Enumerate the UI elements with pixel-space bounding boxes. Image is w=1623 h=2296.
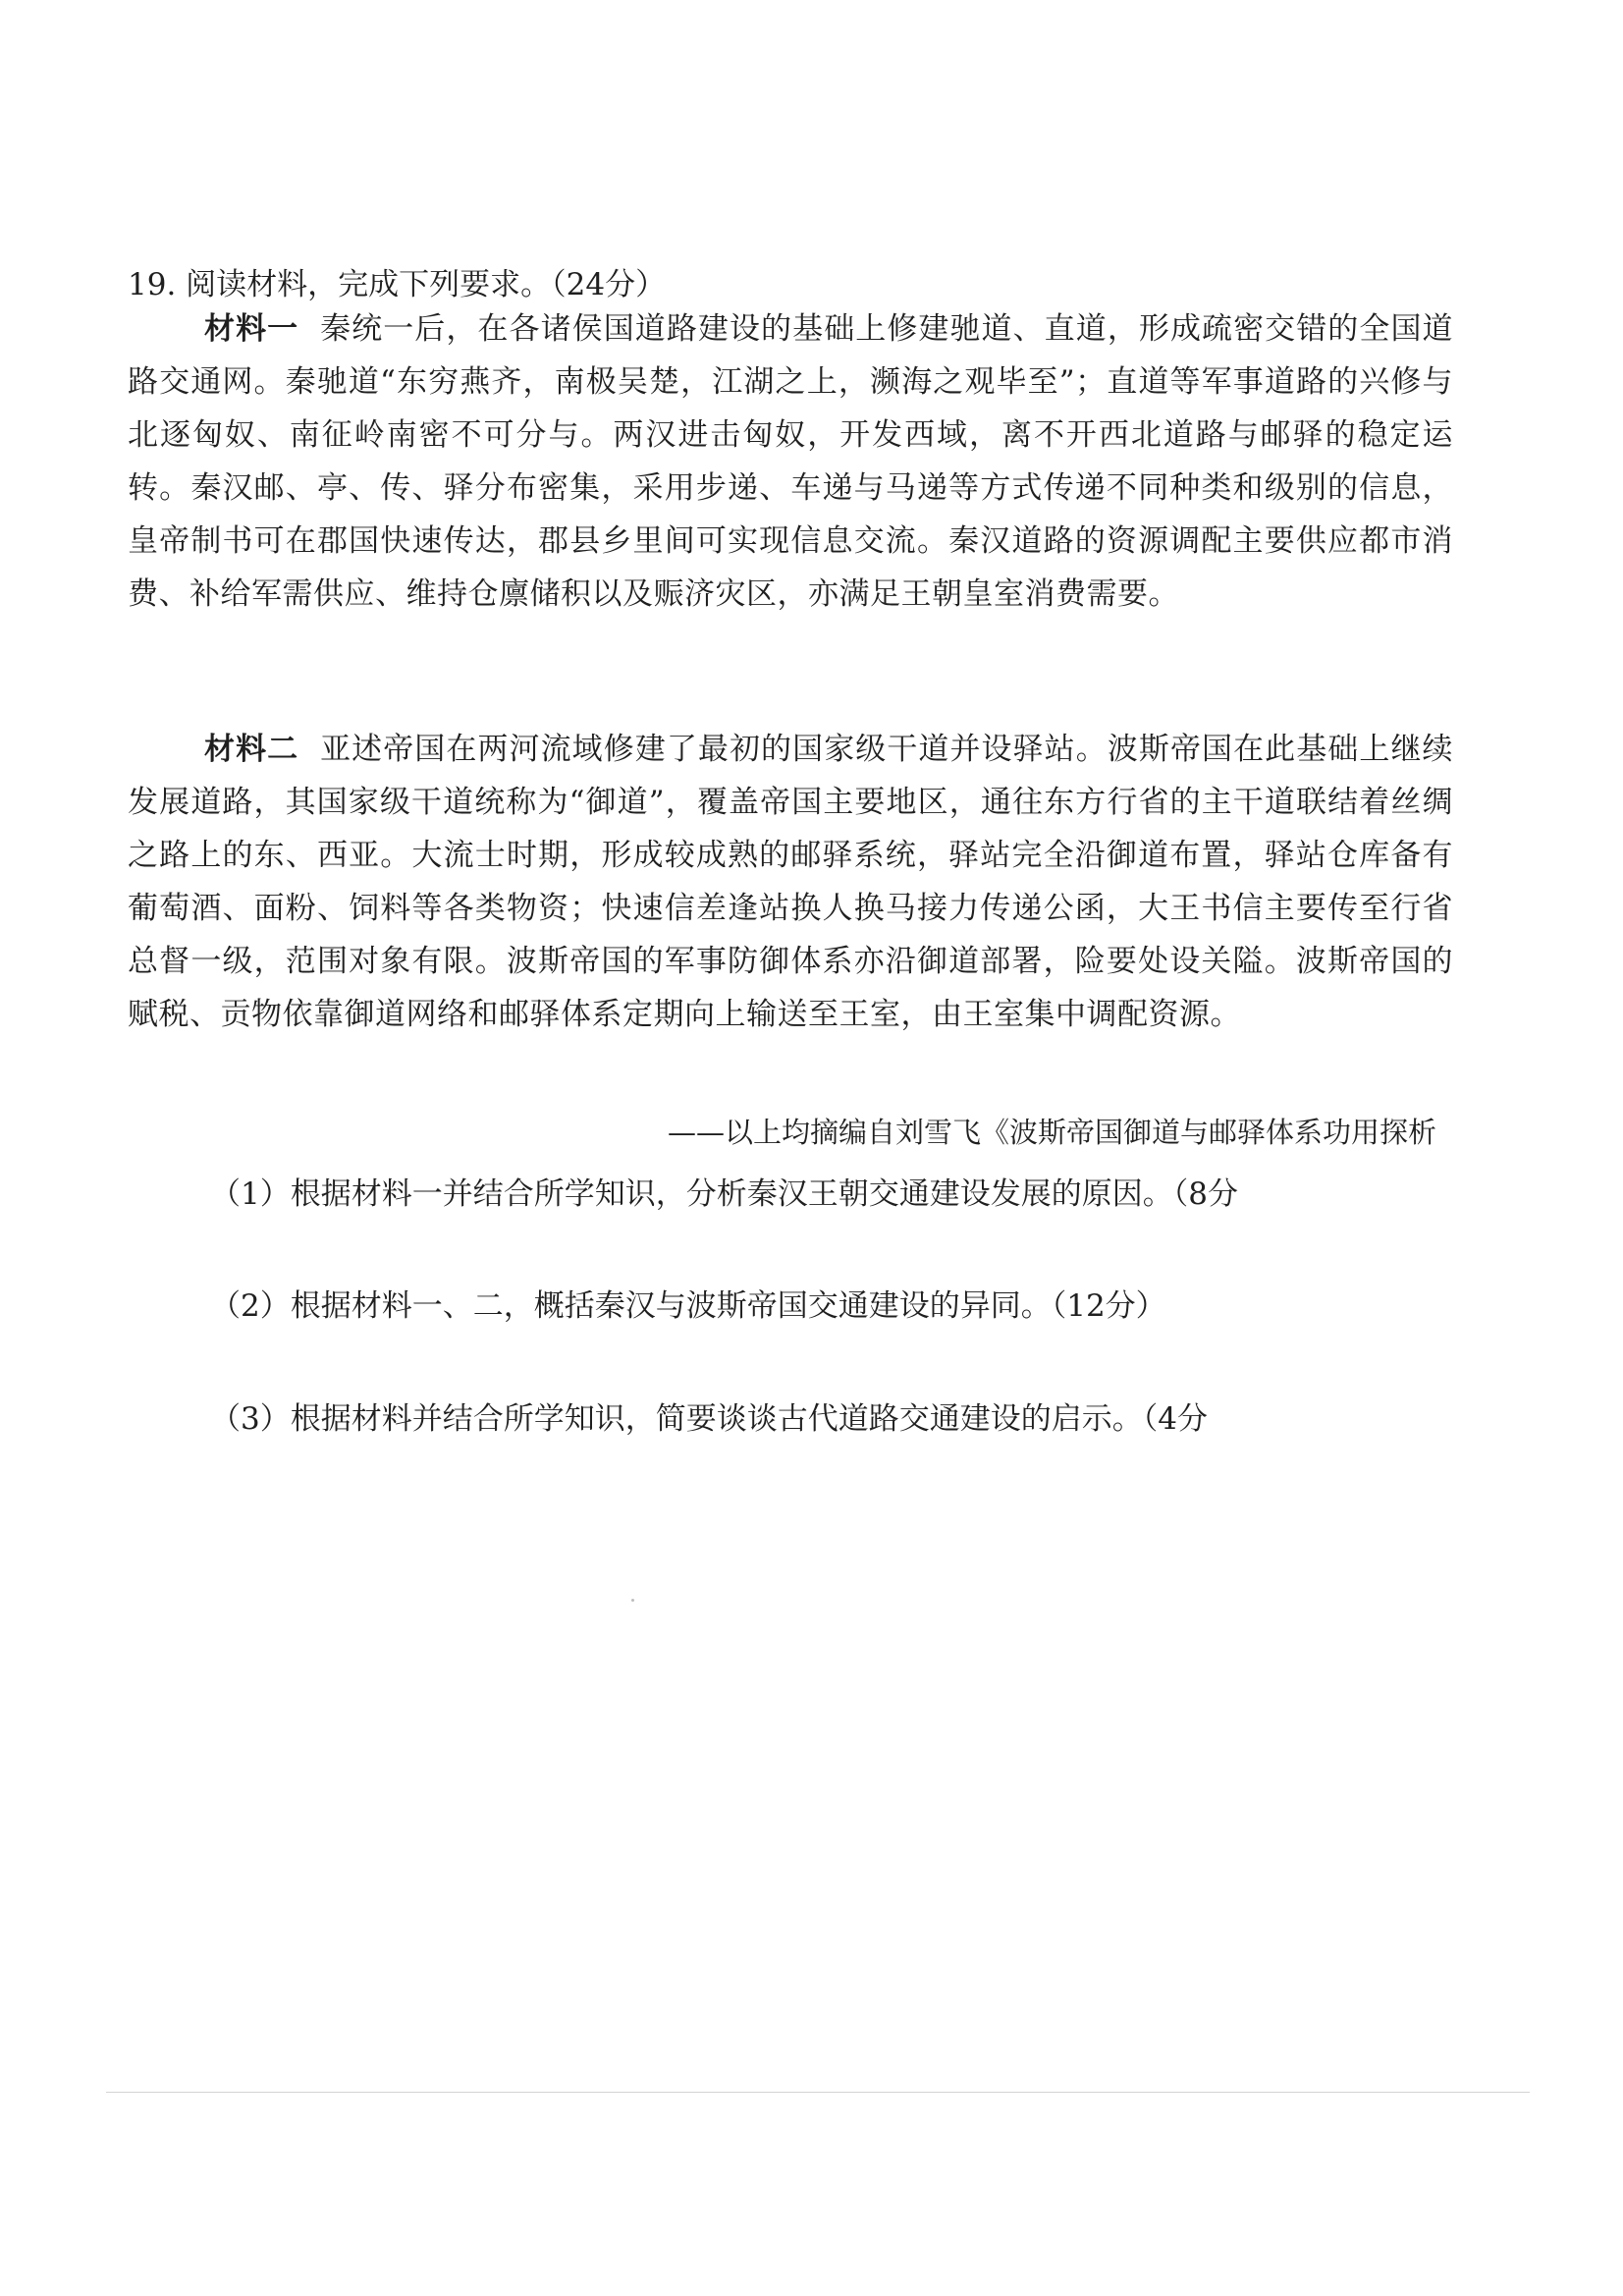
- scan-speck: [631, 1599, 634, 1602]
- material-one-label: 材料一: [204, 311, 299, 347]
- material-one-spacer: [298, 311, 320, 347]
- question-header: 19. 阅读材料，完成下列要求。（24分）: [128, 267, 667, 302]
- source-citation: ——以上均摘编自刘雪飞《波斯帝国御道与邮驿体系功用探析: [667, 1116, 1436, 1149]
- material-two-label: 材料二: [204, 732, 299, 767]
- sub-question-2: （2）根据材料一、二，概括秦汉与波斯帝国交通建设的异同。（12分）: [210, 1288, 1166, 1324]
- material-one: [128, 302, 1453, 621]
- material-two-spacer: [298, 732, 320, 767]
- material-one-text: 秦统一后，在各诸侯国道路建设的基础上修建驰道、直道，形成疏密交错的全国道路交通网。秦驰道“东穷燕齐，南极吴楚，江湖之上，濒海之观毕至”；直道等军事道路的兴修与北逐匈奴、南征岭南密不可分与。两汉进击匈奴，开发西域，离不开西北道路与邮驿的稳定运转。秦汉邮、亭、传、驿分布密集，采用步递、车递与马递等方式传递不同种类和级别的信息，皇帝制书可在郡国快速传达，郡县乡里间可实现信息交流。秦汉道路的资源调配主要供应都市消费、补给军需供应、维持仓廪储积以及赈济灾区，亦满足王朝皇室消费需要。: [128, 311, 1454, 612]
- material-two-text: 亚述帝国在两河流域修建了最初的国家级干道并设驿站。波斯帝国在此基础上继续发展道路，其国家级干道统称为“御道”，覆盖帝国主要地区，通往东方行省的主干道联结着丝绸之路上的东、西亚。大流士时期，形成较成熟的邮驿系统，驿站完全沿御道布置，驿站仓库备有葡萄酒、面粉、饲料等各类物资；快速信差逢站换人换马接力传递公函，大王书信主要传至行省总督一级，范围对象有限。波斯帝国的军事防御体系亦沿御道部署，险要处设关隘。波斯帝国的赋税、贡物依靠御道网络和邮驿体系定期向上输送至王室，由王室集中调配资源。: [128, 732, 1454, 1032]
- sub-question-1: （1）根据材料一并结合所学知识，分析秦汉王朝交通建设发展的原因。（8分: [210, 1176, 1238, 1212]
- material-two: [128, 723, 1453, 1041]
- bottom-rule: [106, 2092, 1530, 2093]
- sub-question-3: （3）根据材料并结合所学知识，简要谈谈古代道路交通建设的启示。（4分: [210, 1401, 1208, 1437]
